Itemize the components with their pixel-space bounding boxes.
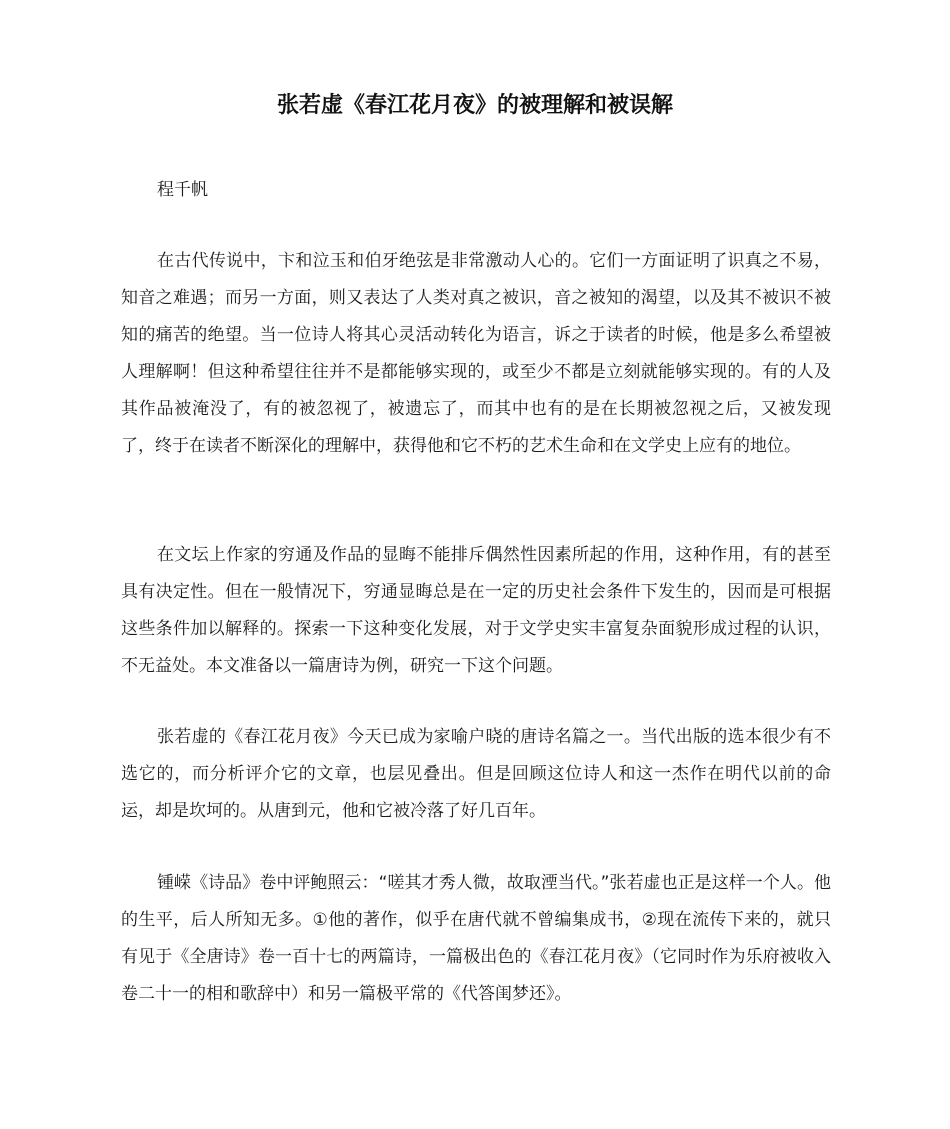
paragraph: 在古代传说中，卞和泣玉和伯牙绝弦是非常激动人心的。它们一方面证明了识真之不易，知音之难遇；而另一方面，则又表达了人类对真之被识，音之被知的渴望，以及其不被识不被知的痛苦的绝望。当一位诗人将其心灵活动转化为语言，诉之于读者的时候，他是多么希望被人理解啊！但这种希望往往并不是都能够实现的，或至少不都是立刻就能够实现的。有的人及其作品被淹没了，有的被忽视了，被遗忘了，而其中也有的是在长期被忽视之后，又被发现了，终于在读者不断深化的理解中，获得他和它不朽的艺术生命和在文学史上应有的地位。 [121, 251, 831, 456]
paragraph: 锺嵘《诗品》卷中评鲍照云：“嗟其才秀人微，故取湮当代。”张若虚也正是这样一个人。他的生平，后人所知无多。①他的著作，似乎在唐代就不曾编集成书，②现在流传下来的，就只有见于《全唐诗》卷一百十七的两篇诗，一篇极出色的《春江花月夜》（它同时作为乐府被收入卷二十一的相和歌辞中）和另一篇极平常的《代答闺梦还》。 [121, 873, 831, 1004]
paragraph: 张若虚的《春江花月夜》今天已成为家喻户晓的唐诗名篇之一。当代出版的选本很少有不选它的，而分析评介它的文章，也层见叠出。但是回顾这位诗人和这一杰作在明代以前的命运，却是坎坷的。从唐到元，他和它被冷落了好几百年。 [121, 727, 831, 821]
author-name: 程千帆 [157, 180, 208, 200]
paragraph: 在文坛上作家的穷通及作品的显晦不能排斥偶然性因素所起的作用，这种作用，有的甚至具有决定性。但在一般情况下，穷通显晦总是在一定的历史社会条件下发生的，因而是可根据这些条件加以解释的。探索一下这种变化发展，对于文学史实丰富复杂面貌形成过程的认识，不无益处。本文准备以一篇唐诗为例，研究一下这个问题。 [121, 545, 831, 676]
document-title: 张若虚《春江花月夜》的被理解和被误解 [276, 93, 673, 118]
